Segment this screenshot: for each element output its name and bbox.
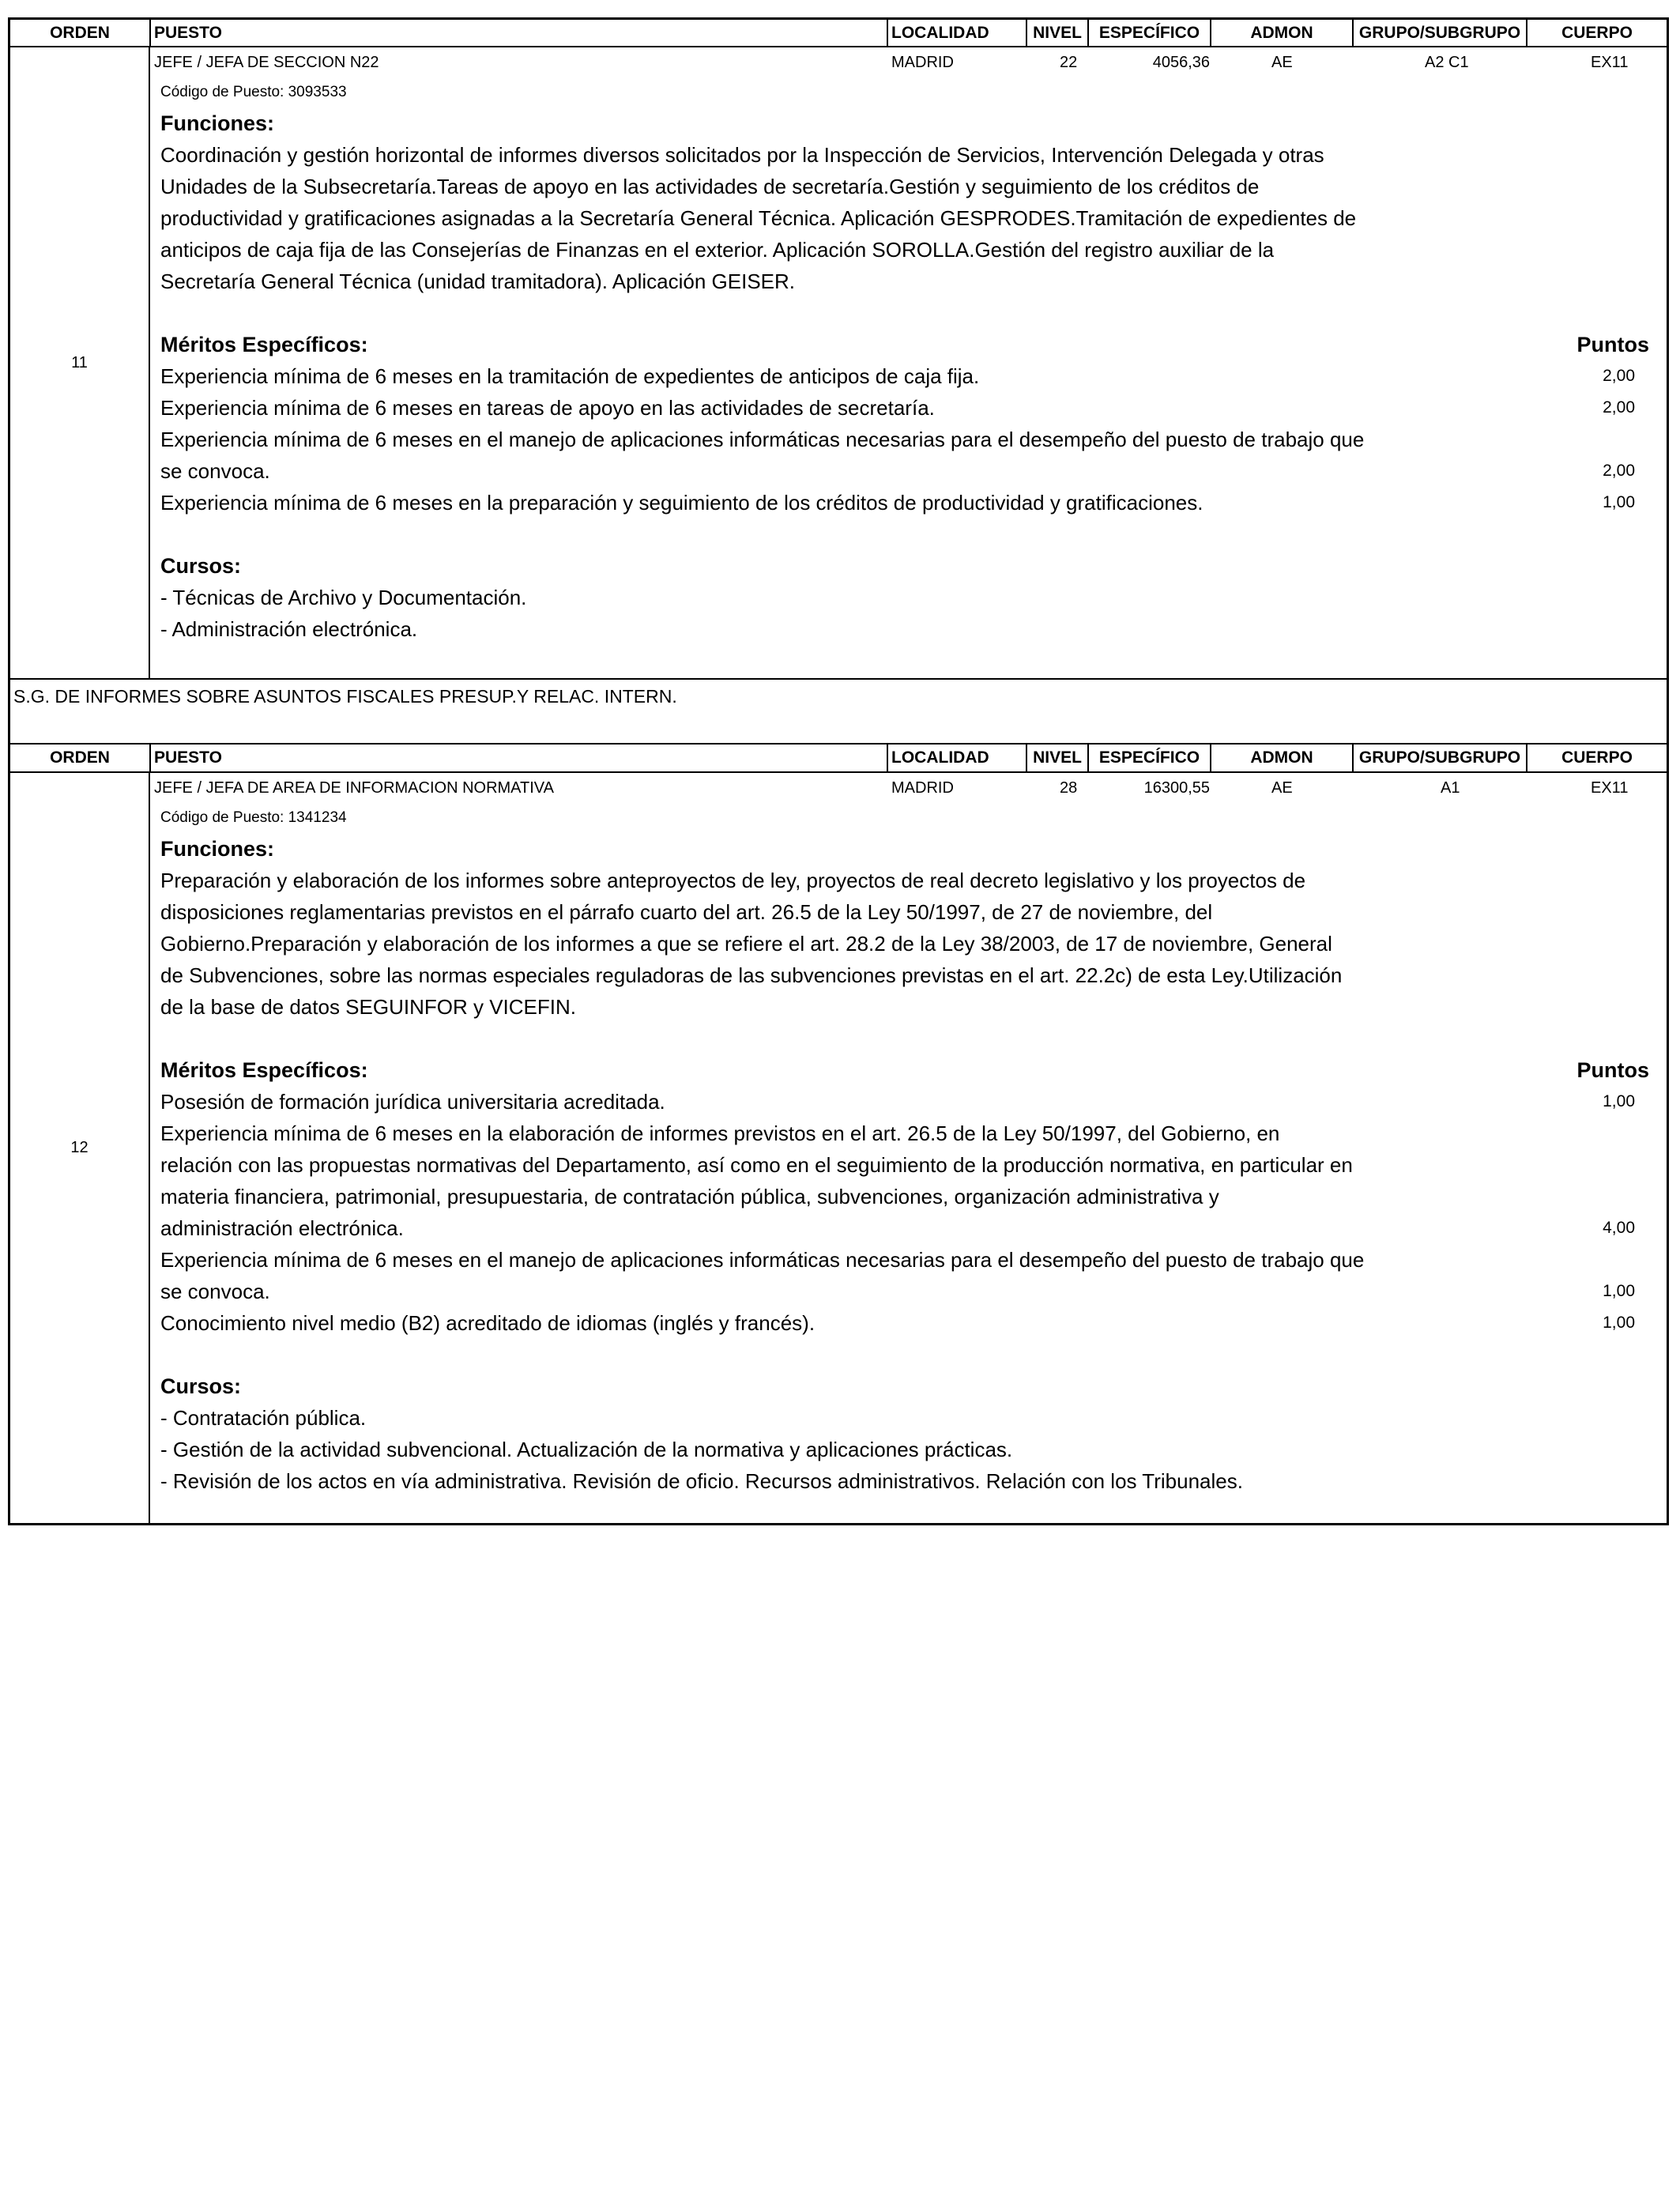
subdireccion-title: S.G. DE INFORMES SOBRE ASUNTOS FISCALES PRESUP.Y RELAC. INTERN. [13, 686, 677, 707]
document-page [8, 17, 1669, 1525]
col-puesto: PUESTO [151, 745, 888, 771]
admon-value: AE [1271, 54, 1293, 71]
merito-item [151, 1307, 1667, 1339]
col-admon: ADMON [1211, 20, 1354, 46]
funciones-text [151, 865, 1504, 1023]
merito-puntos: 4,00 [1603, 1219, 1635, 1237]
grupo-value: A2 C1 [1425, 54, 1469, 71]
nivel-value: 22 [1060, 54, 1078, 71]
merito-puntos: 1,00 [1603, 1282, 1635, 1300]
nivel-value: 28 [1060, 779, 1078, 797]
puesto-block-12 [8, 773, 1669, 1525]
merito-item [151, 1118, 1667, 1244]
col-especifico: ESPECÍFICO [1089, 20, 1211, 46]
merito-puntos: 1,00 [1603, 1314, 1635, 1332]
funciones-text [151, 139, 1504, 297]
col-grupo: GRUPO/SUBGRUPO [1354, 745, 1527, 771]
cursos-heading: Cursos: [160, 1374, 242, 1398]
merito-text: Posesión de formación jurídica universitaria acreditada. [160, 1090, 665, 1114]
funciones-line: anticipos de caja fija de las Consejerías de Finanzas en el exterior. Aplicación SOROLLA.Gestión del registro auxiliar de la [160, 238, 1275, 262]
funciones-line: productividad y gratificaciones asignadas a la Secretaría General Técnica. Aplicación GESPRODES.Tramitación de expedientes de [160, 206, 1357, 230]
merito-text: Experiencia mínima de 6 meses en el manejo de aplicaciones informáticas necesarias para el desempeño del puesto de trabajo que [160, 1248, 1365, 1272]
col-admon: ADMON [1211, 745, 1354, 771]
col-localidad: LOCALIDAD [888, 745, 1027, 771]
curso-item: - Revisión de los actos en vía administrativa. Revisión de oficio. Recursos administrativos. Relación con los Tribunales. [160, 1469, 1243, 1493]
puesto-name: JEFE / JEFA DE AREA DE INFORMACION NORMATIVA [154, 779, 555, 797]
puesto-block-11 [8, 47, 1669, 680]
funciones-line: de la base de datos SEGUINFOR y VICEFIN. [160, 995, 576, 1019]
col-orden: ORDEN [10, 745, 151, 771]
funciones-line: disposiciones reglamentarias previstos en el párrafo cuarto del art. 26.5 de la Ley 50/1997, de 27 de noviembre, del [160, 900, 1213, 924]
merito-item [151, 1086, 1667, 1118]
col-grupo: GRUPO/SUBGRUPO [1354, 20, 1527, 46]
cuerpo-value: EX11 [1591, 779, 1629, 797]
col-nivel: NIVEL [1027, 745, 1089, 771]
col-localidad: LOCALIDAD [888, 20, 1027, 46]
funciones-line: Secretaría General Técnica (unidad tramitadora). Aplicación GEISER. [160, 270, 796, 293]
grupo-value: A1 [1441, 779, 1460, 797]
merito-puntos: 1,00 [1603, 493, 1635, 511]
localidad-value: MADRID [891, 779, 954, 797]
merito-item [151, 487, 1667, 518]
merito-text: relación con las propuestas normativas del Departamento, así como en el seguimiento de la producción normativa, en particular en [160, 1153, 1353, 1177]
funciones-line: Gobierno.Preparación y elaboración de los informes a que se refiere el art. 28.2 de la Ley 38/2003, de 17 de noviembre, General [160, 932, 1332, 956]
puesto-summary-row [151, 773, 1667, 803]
funciones-heading: Funciones: [160, 111, 275, 135]
merito-text: se convoca. [160, 1280, 270, 1303]
curso-item: - Técnicas de Archivo y Documentación. [160, 586, 527, 609]
puesto-summary-row [151, 47, 1667, 77]
merito-text: Experiencia mínima de 6 meses en la tramitación de expedientes de anticipos de caja fija. [160, 364, 980, 388]
funciones-line: de Subvenciones, sobre las normas especiales reguladoras de las subvenciones previstas en el art. 22.2c) de esta Ley.Utilización [160, 963, 1343, 987]
merito-text: administración electrónica. [160, 1216, 404, 1240]
codigo-puesto: Código de Puesto: 3093533 [160, 84, 347, 100]
orden-value: 12 [10, 773, 150, 1523]
funciones-line: Coordinación y gestión horizontal de informes diversos solicitados por la Inspección de Servicios, Intervención Delegada y otras [160, 143, 1324, 167]
col-puesto: PUESTO [151, 20, 888, 46]
merito-text: Experiencia mínima de 6 meses en el manejo de aplicaciones informáticas necesarias para el desempeño del puesto de trabajo que [160, 428, 1365, 451]
puesto-content [151, 773, 1667, 1523]
merito-item [151, 424, 1667, 487]
orden-value: 11 [10, 47, 150, 678]
table-header [8, 17, 1669, 47]
curso-item: - Administración electrónica. [160, 617, 418, 641]
merito-puntos: 1,00 [1603, 1092, 1635, 1110]
merito-text: Conocimiento nivel medio (B2) acreditado de idiomas (inglés y francés). [160, 1311, 816, 1335]
localidad-value: MADRID [891, 54, 954, 71]
puntos-heading: Puntos [1576, 1058, 1649, 1082]
merito-text: materia financiera, patrimonial, presupuestaria, de contratación pública, subvenciones, organización administrativa y [160, 1185, 1219, 1208]
merito-text: Experiencia mínima de 6 meses en la preparación y seguimiento de los créditos de productividad y gratificaciones. [160, 491, 1203, 515]
merito-item [151, 1244, 1667, 1307]
admon-value: AE [1271, 779, 1293, 797]
codigo-puesto: Código de Puesto: 1341234 [160, 809, 347, 826]
col-cuerpo: CUERPO [1561, 23, 1633, 42]
meritos-heading: Méritos Específicos: [160, 1058, 368, 1082]
funciones-line: Preparación y elaboración de los informes sobre anteproyectos de ley, proyectos de real decreto legislativo y los proyectos de [160, 869, 1306, 892]
merito-item [151, 392, 1667, 424]
col-cuerpo: CUERPO [1561, 748, 1633, 767]
puesto-content [151, 47, 1667, 678]
puntos-heading: Puntos [1576, 333, 1649, 356]
meritos-heading: Méritos Específicos: [160, 333, 368, 356]
merito-puntos: 2,00 [1603, 367, 1635, 385]
curso-item: - Contratación pública. [160, 1406, 367, 1430]
cursos-heading: Cursos: [160, 554, 242, 578]
funciones-heading: Funciones: [160, 837, 275, 861]
funciones-line: Unidades de la Subsecretaría.Tareas de apoyo en las actividades de secretaría.Gestión y seguimiento de los créditos de [160, 175, 1260, 198]
merito-text: Experiencia mínima de 6 meses en la elaboración de informes previstos en el art. 26.5 de la Ley 50/1997, del Gobierno, en [160, 1122, 1280, 1145]
curso-item: - Gestión de la actividad subvencional. Actualización de la normativa y aplicaciones prácticas. [160, 1438, 1013, 1461]
especifico-value: 16300,55 [1143, 779, 1210, 797]
merito-item [151, 360, 1667, 392]
merito-text: se convoca. [160, 459, 270, 483]
col-nivel: NIVEL [1027, 20, 1089, 46]
table-header [8, 743, 1669, 773]
cuerpo-value: EX11 [1591, 54, 1629, 71]
merito-puntos: 2,00 [1603, 462, 1635, 480]
subdireccion-title-row [8, 680, 1669, 743]
col-orden: ORDEN [10, 20, 151, 46]
puesto-name: JEFE / JEFA DE SECCION N22 [154, 54, 379, 71]
merito-text: Experiencia mínima de 6 meses en tareas de apoyo en las actividades de secretaría. [160, 396, 935, 420]
col-especifico: ESPECÍFICO [1089, 745, 1211, 771]
merito-puntos: 2,00 [1603, 398, 1635, 417]
especifico-value: 4056,36 [1152, 54, 1210, 71]
